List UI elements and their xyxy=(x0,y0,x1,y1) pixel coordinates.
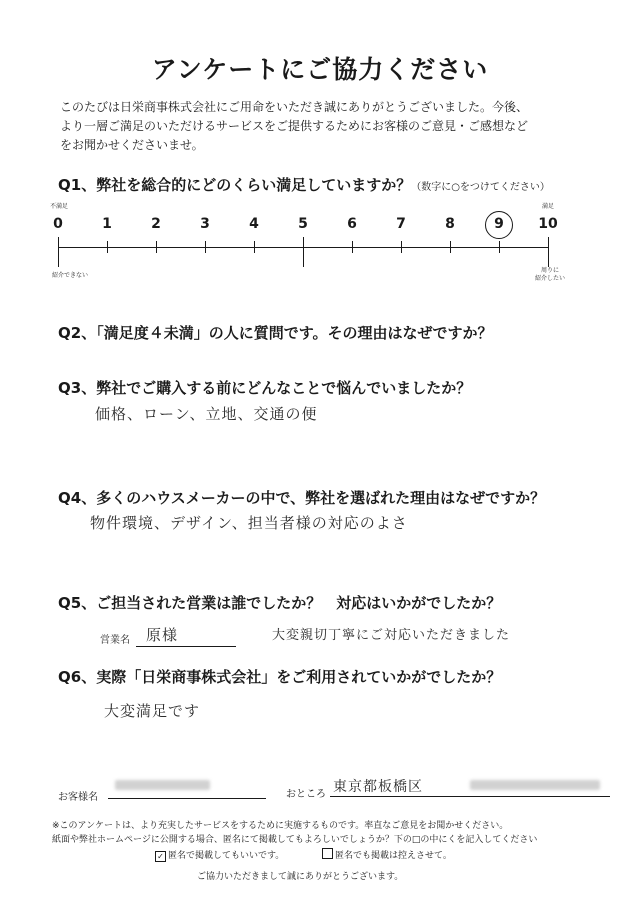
scale-number-9[interactable]: 9 xyxy=(494,216,504,232)
thanks-text: ご協力いただきまして誠にありがとうございます。 xyxy=(197,872,404,882)
q3-label: Q3、弊社でご購入する前にどんなことで悩んでいましたか？ xyxy=(58,379,472,397)
scale-number-4[interactable]: 4 xyxy=(249,216,259,232)
q1-note: （数字に○をつけてください） xyxy=(411,182,550,193)
consent-yes-checkbox[interactable]: ✓ xyxy=(155,851,166,862)
scale-number-10[interactable]: 10 xyxy=(538,216,558,232)
rep-label: 営業名 xyxy=(100,635,130,646)
scale-tick xyxy=(107,241,108,253)
scale-number-2[interactable]: 2 xyxy=(151,216,161,232)
address-redacted xyxy=(470,780,600,790)
q3-answer: 価格、ローン、立地、交通の便 xyxy=(95,405,318,423)
scale-number-7[interactable]: 7 xyxy=(396,216,406,232)
scale-number-0[interactable]: 0 xyxy=(53,216,63,232)
intro-line-3: をお聞かせくださいませ。 xyxy=(60,138,204,152)
scale-number-1[interactable]: 1 xyxy=(102,216,112,232)
q2-label: Q2、「満足度４未満」の人に質問です。その理由はなぜですか？ xyxy=(58,324,493,342)
note-line-2: 紙面や弊社ホームページに公開する場合、匿名にて掲載してもよろしいでしょうか？下の□の中にくを記入してください xyxy=(52,835,538,845)
address-value: 東京都板橋区 xyxy=(333,779,423,795)
intro-line-2: より一層ご満足のいただけるサービスをご提供するためにお客様のご意見・ご感想など xyxy=(60,119,529,133)
q5-answer: 大変親切丁寧にご対応いただきました xyxy=(272,628,511,643)
q6-label: Q6、実際「日栄商事株式会社」をご利用されていかがでしたか？ xyxy=(58,668,502,686)
scale-right-top-label: 満足 xyxy=(542,203,555,210)
scale-tick xyxy=(548,237,549,267)
selected-circle xyxy=(485,211,513,239)
address-underline xyxy=(330,796,610,797)
scale-number-8[interactable]: 8 xyxy=(445,216,455,232)
page-title: アンケートにご協力ください xyxy=(151,55,489,84)
q4-answer: 物件環境、デザイン、担当者様の対応のよさ xyxy=(90,514,408,532)
q6-answer: 大変満足です xyxy=(104,702,201,720)
scale-tick xyxy=(205,241,206,253)
q5-label: Q5、ご担当された営業は誰でしたか？ 対応はいかがでしたか？ xyxy=(58,594,502,612)
scale-number-3[interactable]: 3 xyxy=(200,216,210,232)
q4-label: Q4、多くのハウスメーカーの中で、弊社を選ばれた理由はなぜですか？ xyxy=(58,489,546,507)
note-line-1: ※このアンケートは、より充実したサービスをするために実施するものです。率直なご意見をお聞かせください。 xyxy=(52,821,509,831)
scale-number-5[interactable]: 5 xyxy=(298,216,308,232)
scale-tick xyxy=(450,241,451,253)
customer-name-redacted xyxy=(115,780,210,790)
intro-line-1: このたびは日栄商事株式会社にご用命をいただき誠にありがとうございました。今後、 xyxy=(60,100,529,114)
consent-no-checkbox[interactable] xyxy=(322,848,333,859)
rep-underline xyxy=(136,646,236,647)
scale-tick xyxy=(254,241,255,253)
consent-yes[interactable]: ✓ 匿名で掲載してもいいです。 xyxy=(155,848,284,862)
customer-name-underline xyxy=(108,798,266,799)
scale-tick xyxy=(156,241,157,253)
scale-number-6[interactable]: 6 xyxy=(347,216,357,232)
rep-name: 原様 xyxy=(146,626,179,644)
scale-tick xyxy=(303,237,304,267)
customer-name-label: お客様名 xyxy=(58,792,98,803)
scale-tick xyxy=(401,241,402,253)
address-label: おところ xyxy=(286,789,326,800)
scale-tick xyxy=(58,237,59,267)
scale-left-bottom-label: 紹介できない xyxy=(52,272,89,279)
scale-right-bottom-label: 周りに 紹介したい xyxy=(535,267,566,282)
scale-left-top-label: 不満足 xyxy=(50,203,69,210)
consent-no[interactable]: 匿名でも掲載は控えさせて。 xyxy=(322,848,452,861)
scale-tick xyxy=(499,241,500,253)
satisfaction-scale xyxy=(0,0,640,300)
scale-tick xyxy=(352,241,353,253)
q1-label: Q1、弊社を総合的にどのくらい満足していますか？（数字に○をつけてください） xyxy=(58,176,550,194)
